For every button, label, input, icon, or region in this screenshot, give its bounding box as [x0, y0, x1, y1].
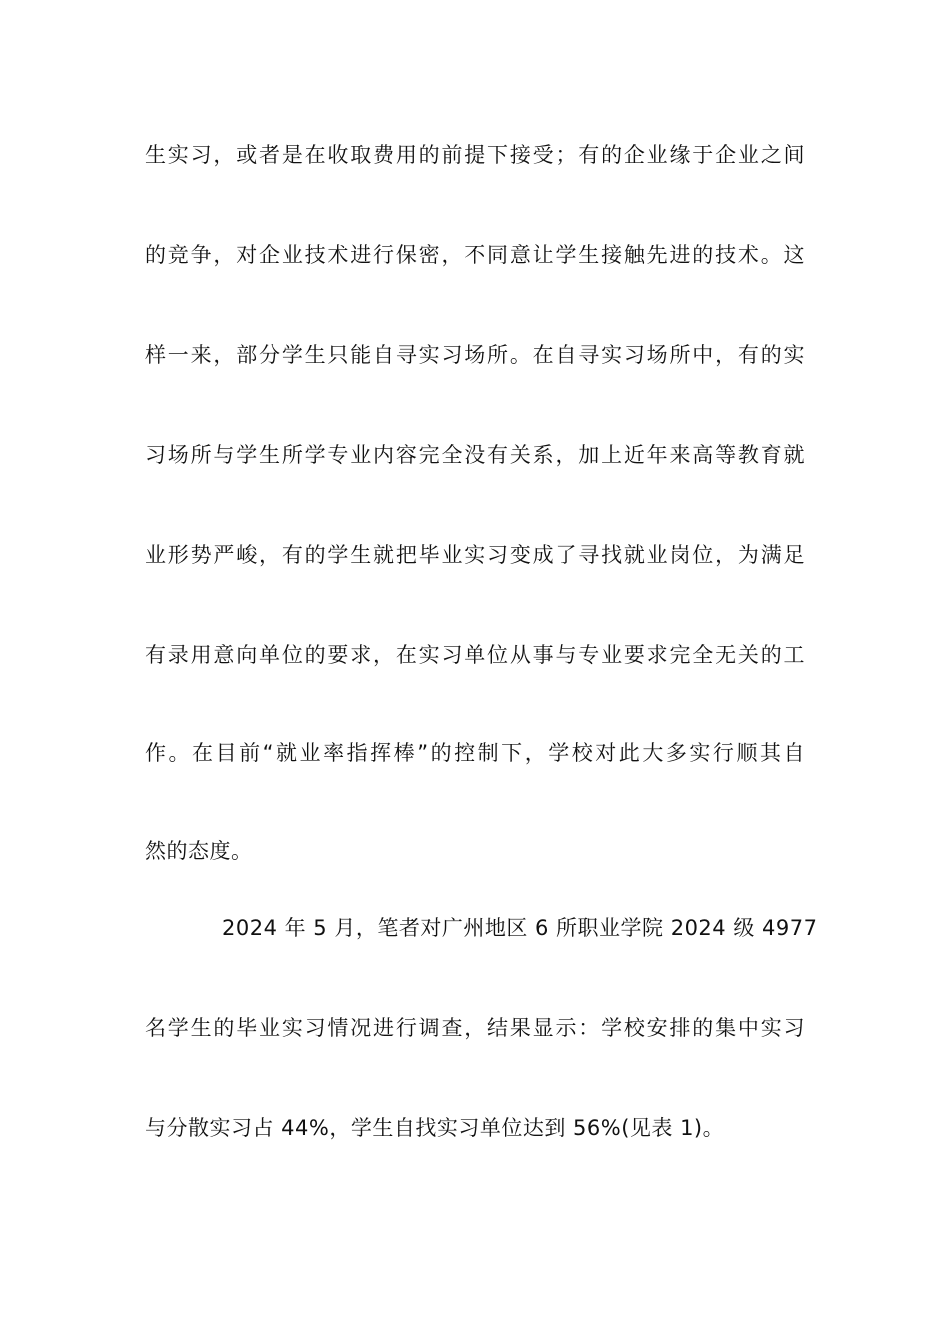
paragraph-1-line-5: 业形势严峻，有的学生就把毕业实习变成了寻找就业岗位，为满足 [145, 543, 805, 567]
paragraph-1-line-1: 生实习，或者是在收取费用的前提下接受；有的企业缘于企业之间 [145, 143, 805, 167]
paragraph-1-line-7: 作。在目前“就业率指挥棒”的控制下，学校对此大多实行顺其自 [145, 741, 805, 765]
paragraph-1-line-4: 习场所与学生所学专业内容完全没有关系，加上近年来高等教育就 [145, 443, 805, 467]
paragraph-2-line-1: 2024 年 5 月，笔者对广州地区 6 所职业学院 2024 级 4977 [222, 916, 818, 940]
paragraph-1-line-2: 的竞争，对企业技术进行保密，不同意让学生接触先进的技术。这 [145, 243, 805, 267]
paragraph-1-line-6: 有录用意向单位的要求，在实习单位从事与专业要求完全无关的工 [145, 643, 805, 667]
paragraph-1-line-3: 样一来，部分学生只能自寻实习场所。在自寻实习场所中，有的实 [145, 343, 805, 367]
paragraph-1-line-8: 然的态度。 [145, 839, 253, 863]
paragraph-2-line-3: 与分散实习占 44%，学生自找实习单位达到 56%(见表 1)。 [145, 1116, 725, 1140]
paragraph-2-line-2: 名学生的毕业实习情况进行调查，结果显示：学校安排的集中实习 [145, 1016, 805, 1040]
